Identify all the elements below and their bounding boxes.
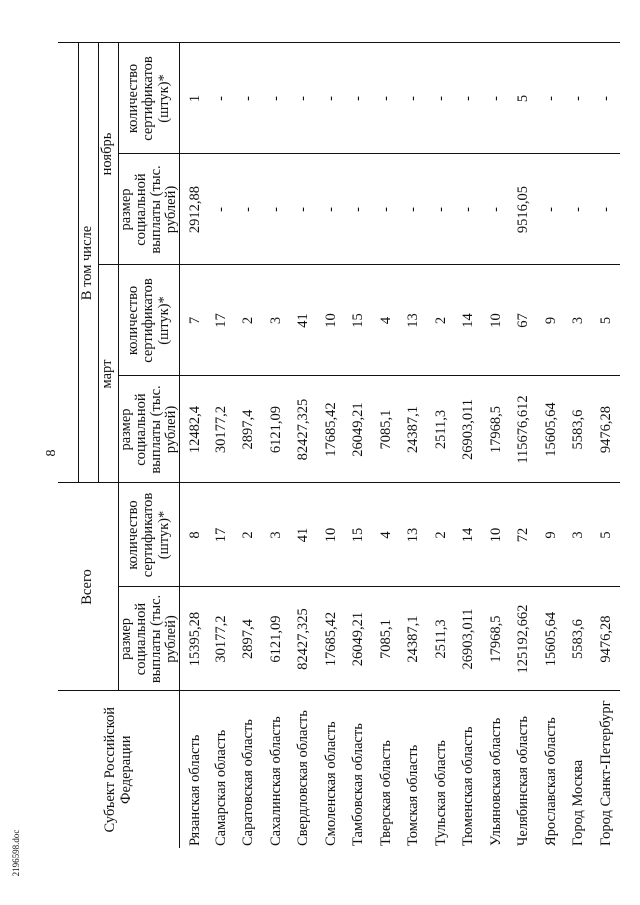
november-certificates-cell: - (290, 43, 318, 154)
march-certificates-cell: 7 (180, 265, 208, 376)
total-payment-cell: 24387,1 (400, 587, 428, 691)
table-row (565, 43, 593, 848)
march-certificates-cell: 10 (317, 265, 345, 376)
total-certificates-cell: 2 (427, 483, 455, 587)
table-row (180, 43, 208, 848)
november-payment-cell: - (592, 154, 620, 265)
march-certificates-cell: 41 (290, 265, 318, 376)
total-certificates-cell: 5 (592, 483, 620, 587)
total-certificates-cell: 13 (400, 483, 428, 587)
november-payment-cell: - (290, 154, 318, 265)
table-row (537, 43, 565, 848)
header-total: Всего (58, 483, 118, 691)
november-payment-cell: - (427, 154, 455, 265)
total-certificates-cell: 72 (510, 483, 538, 587)
table-row (317, 43, 345, 848)
march-certificates-cell: 9 (537, 265, 565, 376)
region-cell: Самарская область (207, 691, 235, 848)
total-payment-cell: 7085,1 (372, 587, 400, 691)
november-certificates-cell: - (317, 43, 345, 154)
november-certificates-cell: - (427, 43, 455, 154)
header-march-payment: размер социальной выплаты (тыс. рублей) (118, 376, 180, 483)
region-cell: Ульяновская область (482, 691, 510, 848)
march-certificates-cell: 3 (565, 265, 593, 376)
march-payment-cell: 30177,2 (207, 376, 235, 483)
november-certificates-cell: - (400, 43, 428, 154)
november-payment-cell: - (372, 154, 400, 265)
table-row (345, 43, 373, 848)
table-body (180, 43, 620, 848)
page-number: 8 (44, 449, 59, 457)
november-payment-cell: - (207, 154, 235, 265)
table-row (400, 43, 428, 848)
november-payment-cell: - (400, 154, 428, 265)
region-cell: Смоленская область (317, 691, 345, 848)
header-in-that-number: В том числе (78, 43, 98, 483)
total-payment-cell: 26049,21 (345, 587, 373, 691)
header-november-payment: размер социальной выплаты (тыс. рублей) (118, 154, 180, 265)
march-payment-cell: 82427,325 (290, 376, 318, 483)
rotated-table-container (58, 43, 620, 848)
november-payment-cell: - (455, 154, 483, 265)
march-payment-cell: 17968,5 (482, 376, 510, 483)
table-row (455, 43, 483, 848)
total-certificates-cell: 15 (345, 483, 373, 587)
total-certificates-cell: 9 (537, 483, 565, 587)
total-certificates-cell: 3 (262, 483, 290, 587)
november-certificates-cell: 1 (180, 43, 208, 154)
march-payment-cell: 24387,1 (400, 376, 428, 483)
total-payment-cell: 2897,4 (235, 587, 263, 691)
total-payment-cell: 5583,6 (565, 587, 593, 691)
november-payment-cell: - (235, 154, 263, 265)
march-certificates-cell: 15 (345, 265, 373, 376)
march-certificates-cell: 13 (400, 265, 428, 376)
november-payment-cell: - (565, 154, 593, 265)
november-certificates-cell: - (345, 43, 373, 154)
march-certificates-cell: 2 (235, 265, 263, 376)
march-payment-cell: 9476,28 (592, 376, 620, 483)
total-certificates-cell: 17 (207, 483, 235, 587)
november-payment-cell: - (537, 154, 565, 265)
table-row (235, 43, 263, 848)
total-certificates-cell: 4 (372, 483, 400, 587)
header-subject: Субъект Российской Федерации (58, 691, 180, 848)
table-row (482, 43, 510, 848)
total-certificates-cell: 2 (235, 483, 263, 587)
march-certificates-cell: 2 (427, 265, 455, 376)
total-payment-cell: 2511,3 (427, 587, 455, 691)
header-march: март (98, 265, 118, 483)
november-certificates-cell: - (207, 43, 235, 154)
march-payment-cell: 12482,4 (180, 376, 208, 483)
header-november: ноябрь (98, 43, 118, 265)
certificates-table (58, 43, 620, 849)
table-row (510, 43, 538, 848)
header-total-payment: размер социальной выплаты (тыс. рублей) (118, 587, 180, 691)
november-certificates-cell: - (482, 43, 510, 154)
total-payment-cell: 9476,28 (592, 587, 620, 691)
total-payment-cell: 17685,42 (317, 587, 345, 691)
november-payment-cell: 2912,88 (180, 154, 208, 265)
total-payment-cell: 6121,09 (262, 587, 290, 691)
march-payment-cell: 5583,6 (565, 376, 593, 483)
november-payment-cell: - (345, 154, 373, 265)
march-payment-cell: 15605,64 (537, 376, 565, 483)
march-certificates-cell: 5 (592, 265, 620, 376)
region-cell: Ярославская область (537, 691, 565, 848)
region-cell: Тамбовская область (345, 691, 373, 848)
total-payment-cell: 15395,28 (180, 587, 208, 691)
total-payment-cell: 17968,5 (482, 587, 510, 691)
table-row (290, 43, 318, 848)
march-payment-cell: 17685,42 (317, 376, 345, 483)
total-certificates-cell: 41 (290, 483, 318, 587)
region-cell: Томская область (400, 691, 428, 848)
november-payment-cell: - (482, 154, 510, 265)
total-certificates-cell: 8 (180, 483, 208, 587)
march-payment-cell: 115676,612 (510, 376, 538, 483)
november-certificates-cell: 5 (510, 43, 538, 154)
march-certificates-cell: 3 (262, 265, 290, 376)
march-payment-cell: 7085,1 (372, 376, 400, 483)
region-cell: Тюменская область (455, 691, 483, 848)
march-certificates-cell: 14 (455, 265, 483, 376)
document-code: 2196598.doc (11, 829, 21, 877)
march-payment-cell: 6121,09 (262, 376, 290, 483)
header-march-certificates: количество сертификатов (штук)* (118, 265, 180, 376)
november-certificates-cell: - (235, 43, 263, 154)
november-payment-cell: 9516,05 (510, 154, 538, 265)
march-payment-cell: 26903,011 (455, 376, 483, 483)
total-payment-cell: 15605,64 (537, 587, 565, 691)
total-payment-cell: 30177,2 (207, 587, 235, 691)
table-row (262, 43, 290, 848)
march-payment-cell: 26049,21 (345, 376, 373, 483)
region-cell: Тверская область (372, 691, 400, 848)
total-payment-cell: 26903,011 (455, 587, 483, 691)
november-payment-cell: - (317, 154, 345, 265)
march-certificates-cell: 67 (510, 265, 538, 376)
total-payment-cell: 82427,325 (290, 587, 318, 691)
march-certificates-cell: 10 (482, 265, 510, 376)
header-total-certificates: количество сертификатов (штук)* (118, 483, 180, 587)
march-payment-cell: 2511,3 (427, 376, 455, 483)
november-certificates-cell: - (565, 43, 593, 154)
total-certificates-cell: 14 (455, 483, 483, 587)
region-cell: Сахалинская область (262, 691, 290, 848)
table-row (427, 43, 455, 848)
november-certificates-cell: - (592, 43, 620, 154)
table-row (207, 43, 235, 848)
header-november-certificates: количество сертификатов (штук)* (118, 43, 180, 154)
total-certificates-cell: 10 (482, 483, 510, 587)
november-payment-cell: - (262, 154, 290, 265)
total-certificates-cell: 10 (317, 483, 345, 587)
november-certificates-cell: - (537, 43, 565, 154)
march-payment-cell: 2897,4 (235, 376, 263, 483)
march-certificates-cell: 4 (372, 265, 400, 376)
region-cell: Город Москва (565, 691, 593, 848)
total-certificates-cell: 3 (565, 483, 593, 587)
region-cell: Свердловская область (290, 691, 318, 848)
region-cell: Челябинская область (510, 691, 538, 848)
march-certificates-cell: 17 (207, 265, 235, 376)
table-row (592, 43, 620, 848)
november-certificates-cell: - (262, 43, 290, 154)
region-cell: Тульская область (427, 691, 455, 848)
november-certificates-cell: - (372, 43, 400, 154)
total-payment-cell: 125192,662 (510, 587, 538, 691)
table-row (372, 43, 400, 848)
november-certificates-cell: - (455, 43, 483, 154)
region-cell: Саратовская область (235, 691, 263, 848)
region-cell: Рязанская область (180, 691, 208, 848)
region-cell: Город Санкт-Петербург (592, 691, 620, 848)
